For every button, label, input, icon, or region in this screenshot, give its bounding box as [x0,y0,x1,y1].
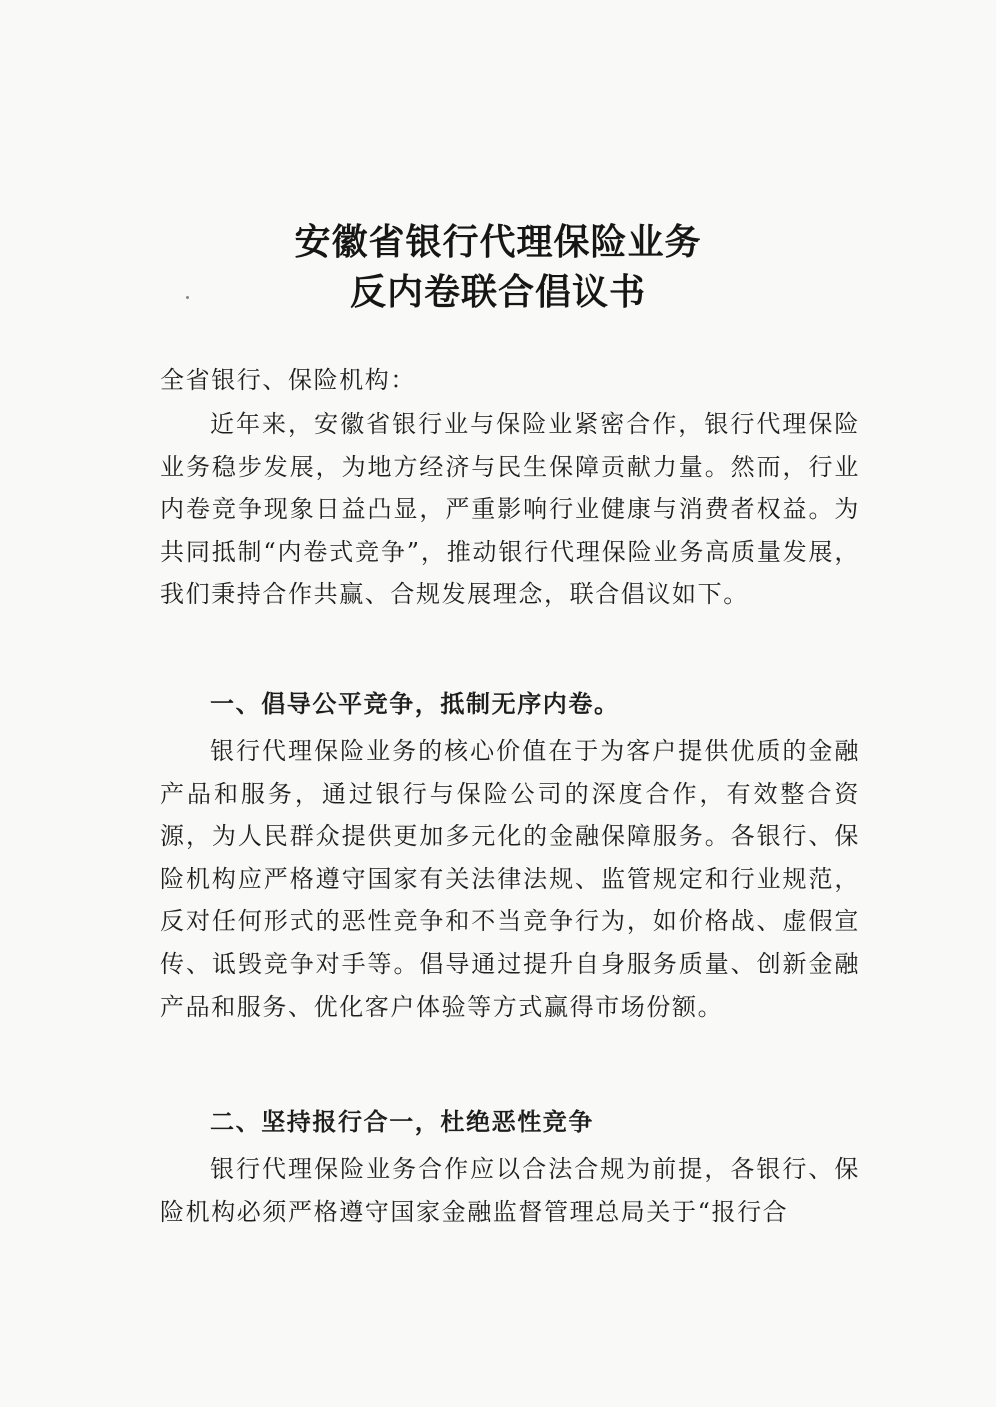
section-1-heading: 一、倡导公平竞争，抵制无序内卷。 [210,690,620,718]
document-title-line-2: 反内卷联合倡议书 [349,272,646,313]
section-1-body: 银行代理保险业务的核心价值在于为客户提供优质的金融产品和服务，通过银行与保险公司的深度合作，有效整合资源，为人民群众提供更加多元化的金融保障服务。各银行、保险机构应严格遵守国家有关法律法规、监管规定和行业规范，反对任何形式的恶性竞争和不当竞争行为，如价格战、虚假宣传、诋毁竞争对手等。倡导通过提升自身服务质量、创新金融产品和服务、优化客户体验等方式赢得市场份额。 [160,737,860,1021]
salutation: 全省银行、保险机构： [160,366,416,394]
section-2-body: 银行代理保险业务合作应以合法合规为前提，各银行、保险机构必须严格遵守国家金融监督管理总局关于“报行合 [160,1155,860,1226]
document-title-line-1: 安徽省银行代理保险业务 [294,222,702,263]
section-2-heading: 二、坚持报行合一，杜绝恶性竞争 [210,1108,594,1136]
intro-paragraph: 近年来，安徽省银行业与保险业紧密合作，银行代理保险业务稳步发展，为地方经济与民生保障贡献力量。然而，行业内卷竞争现象日益凸显，严重影响行业健康与消费者权益。为共同抵制“内卷式竞争”，推动银行代理保险业务高质量发展，我们秉持合作共赢、合规发展理念，联合倡议如下。 [160,410,860,609]
